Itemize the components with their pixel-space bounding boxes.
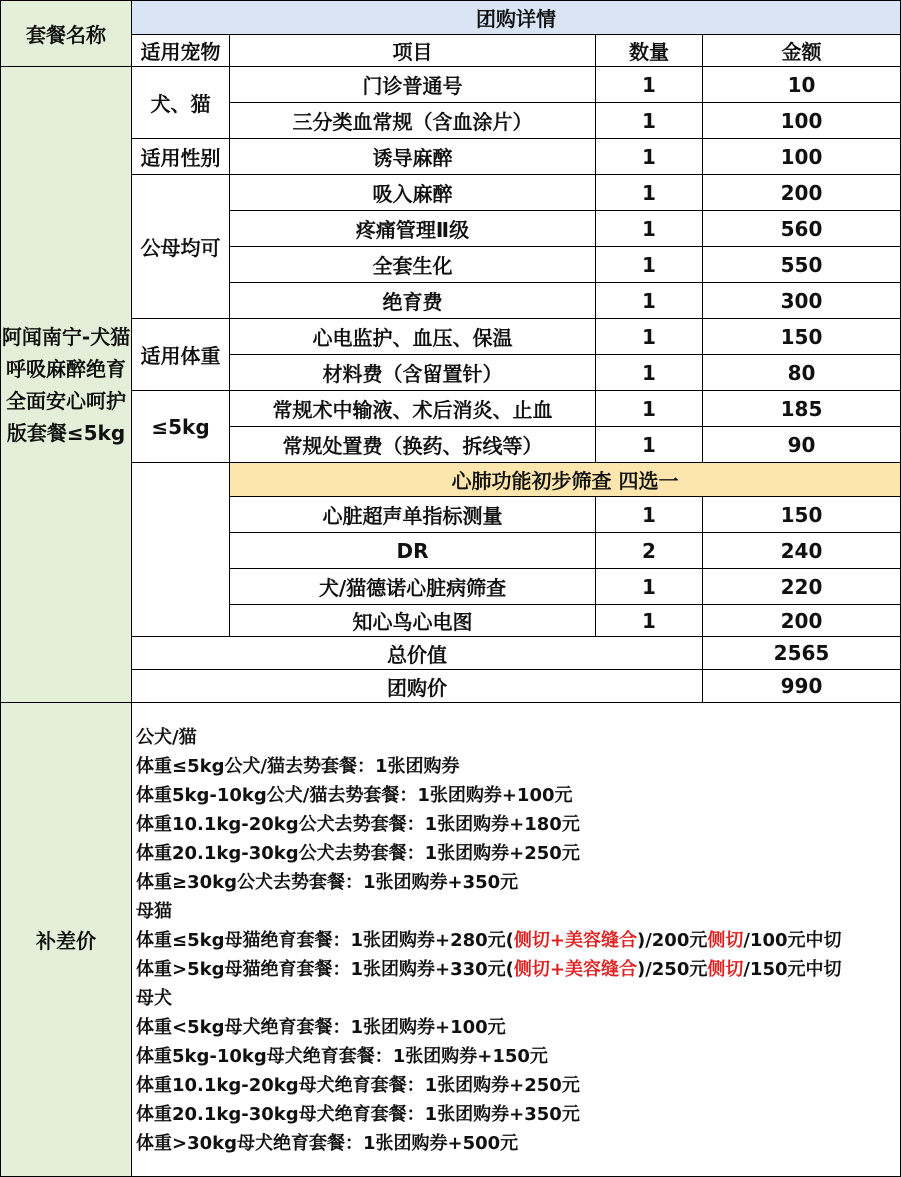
item-name: 门诊普通号 — [230, 67, 596, 103]
group-price-value: 990 — [703, 670, 901, 703]
item-name: 三分类血常规（含血涂片） — [230, 103, 596, 139]
surcharge-line: 体重10.1kg-20kg母犬绝育套餐：1张团购券+250元 — [136, 1075, 580, 1096]
surcharge-line: 体重20.1kg-30kg母犬绝育套餐：1张团购券+350元 — [136, 1104, 580, 1125]
item-qty: 1 — [596, 319, 703, 355]
screening-item-qty: 1 — [596, 497, 703, 533]
total-value: 2565 — [703, 637, 901, 670]
surcharge-text: 体重≤5kg母猫绝育套餐：1张团购券+280元( — [136, 930, 514, 951]
col-header-pet: 适用宠物 — [132, 35, 230, 67]
package-name-header: 套餐名称 — [1, 1, 132, 67]
surcharge-label: 补差价 — [1, 703, 132, 1177]
item-name: 材料费（含留置针） — [230, 355, 596, 391]
item-name: 常规处置费（换药、拆线等） — [230, 427, 596, 463]
package-name: 阿闻南宁-犬猫呼吸麻醉绝育全面安心呵护版套餐≤5kg — [1, 67, 132, 703]
item-name: 疼痛管理Ⅱ级 — [230, 211, 596, 247]
item-name: 吸入麻醉 — [230, 175, 596, 211]
item-name: 心电监护、血压、保温 — [230, 319, 596, 355]
screening-item-amount: 200 — [703, 605, 901, 637]
item-name: 全套生化 — [230, 247, 596, 283]
item-qty: 1 — [596, 175, 703, 211]
surcharge-details — [132, 703, 901, 1177]
surcharge-line: 母犬 — [136, 988, 172, 1009]
item-qty: 1 — [596, 427, 703, 463]
item-name: 常规术中输液、术后消炎、止血 — [230, 391, 596, 427]
item-amount: 185 — [703, 391, 901, 427]
screening-title: 心肺功能初步筛查 四选一 — [230, 463, 901, 497]
surcharge-highlight: 侧切 — [707, 959, 744, 980]
surcharge-line: 母猫 — [136, 901, 172, 922]
pet-value: 犬、猫 — [132, 67, 230, 139]
surcharge-text: )/200元 — [636, 930, 708, 951]
item-amount: 80 — [703, 355, 901, 391]
weight-label: 适用体重 — [132, 319, 230, 391]
item-amount: 550 — [703, 247, 901, 283]
surcharge-text: 体重>5kg母猫绝育套餐：1张团购券+330元( — [136, 959, 514, 980]
surcharge-line-female-cat-small — [132, 926, 900, 955]
screening-item-name: 知心鸟心电图 — [230, 605, 596, 637]
surcharge-line: 公犬/猫 — [136, 727, 197, 748]
surcharge-line: 体重20.1kg-30kg公犬去势套餐：1张团购券+250元 — [136, 843, 580, 864]
item-qty: 1 — [596, 103, 703, 139]
screening-item-qty: 1 — [596, 605, 703, 637]
gender-label: 适用性别 — [132, 139, 230, 175]
item-qty: 1 — [596, 355, 703, 391]
item-amount: 300 — [703, 283, 901, 319]
item-qty: 1 — [596, 211, 703, 247]
item-qty: 1 — [596, 283, 703, 319]
item-amount: 560 — [703, 211, 901, 247]
item-name: 诱导麻醉 — [230, 139, 596, 175]
group-price-label: 团购价 — [132, 670, 703, 703]
total-value-label: 总价值 — [132, 637, 703, 670]
item-qty: 1 — [596, 247, 703, 283]
group-detail-header: 团购详情 — [132, 1, 901, 35]
weight-value: ≤5kg — [132, 391, 230, 463]
surcharge-highlight: 侧切+美容缝合 — [513, 930, 637, 951]
surcharge-text: /150元中切 — [743, 959, 842, 980]
surcharge-line: 体重<5kg母犬绝育套餐：1张团购券+100元 — [136, 1017, 506, 1038]
item-amount: 10 — [703, 67, 901, 103]
col-header-amount: 金额 — [703, 35, 901, 67]
item-amount: 200 — [703, 175, 901, 211]
item-amount: 150 — [703, 319, 901, 355]
surcharge-line: 体重≤5kg公犬/猫去势套餐：1张团购券 — [136, 756, 460, 777]
screening-item-amount: 220 — [703, 569, 901, 605]
surcharge-line: 体重10.1kg-20kg公犬去势套餐：1张团购券+180元 — [136, 814, 580, 835]
surcharge-text: /100元中切 — [743, 930, 842, 951]
screening-item-qty: 1 — [596, 569, 703, 605]
screening-item-name: 心脏超声单指标测量 — [230, 497, 596, 533]
surcharge-line: 体重5kg-10kg母犬绝育套餐：1张团购券+150元 — [136, 1046, 548, 1067]
surcharge-line-female-cat-large — [132, 955, 900, 984]
surcharge-line: 体重≥30kg公犬去势套餐：1张团购券+350元 — [136, 872, 519, 893]
screening-item-amount: 150 — [703, 497, 901, 533]
surcharge-line: 体重>30kg母犬绝育套餐：1张团购券+500元 — [136, 1133, 519, 1154]
blank-cell — [132, 463, 230, 637]
surcharge-line: 体重5kg-10kg公犬/猫去势套餐：1张团购券+100元 — [136, 785, 573, 806]
screening-item-amount: 240 — [703, 533, 901, 569]
item-amount: 90 — [703, 427, 901, 463]
surcharge-highlight: 侧切+美容缝合 — [513, 959, 637, 980]
surcharge-text: )/250元 — [636, 959, 708, 980]
gender-value: 公母均可 — [132, 175, 230, 319]
item-name: 绝育费 — [230, 283, 596, 319]
screening-item-qty: 2 — [596, 533, 703, 569]
surcharge-highlight: 侧切 — [707, 930, 744, 951]
item-qty: 1 — [596, 391, 703, 427]
item-qty: 1 — [596, 139, 703, 175]
col-header-item: 项目 — [230, 35, 596, 67]
screening-item-name: DR — [230, 533, 596, 569]
item-amount: 100 — [703, 139, 901, 175]
item-qty: 1 — [596, 67, 703, 103]
screening-item-name: 犬/猫德诺心脏病筛查 — [230, 569, 596, 605]
col-header-qty: 数量 — [596, 35, 703, 67]
item-amount: 100 — [703, 103, 901, 139]
